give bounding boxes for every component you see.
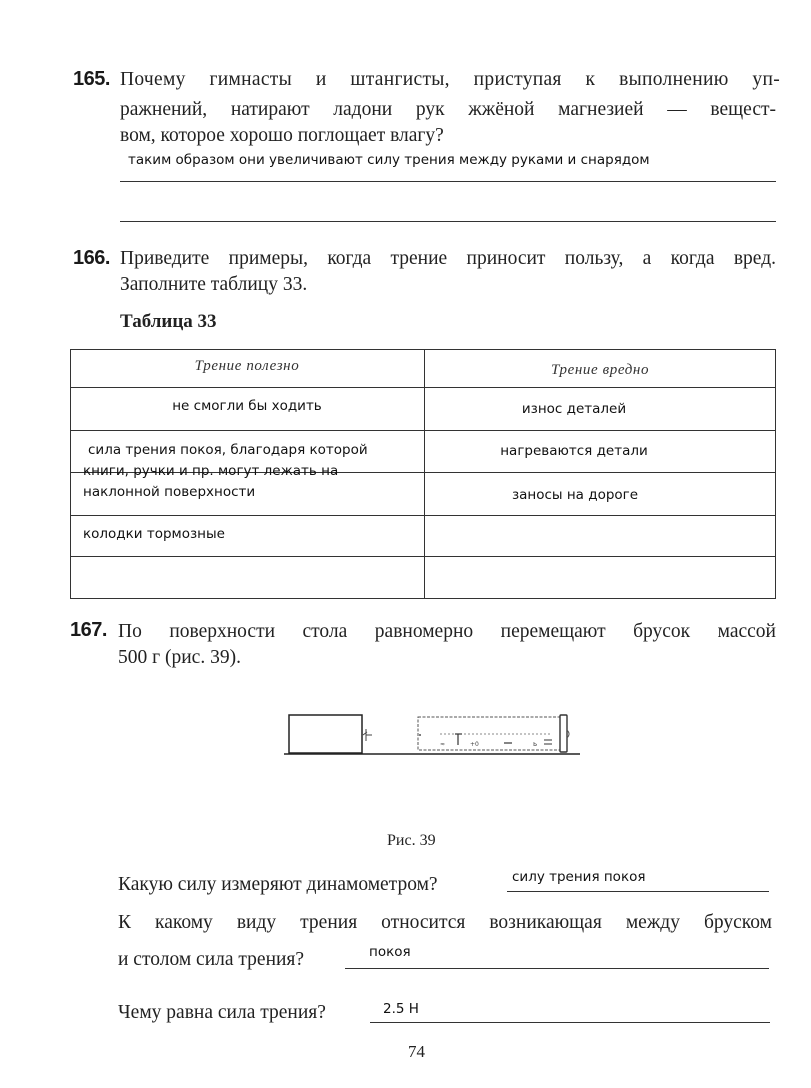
sub-question-3: Чему равна сила трения? — [118, 1002, 326, 1023]
table-title: Таблица 33 — [120, 311, 217, 332]
table-cell-useful-4[interactable]: колодки тормозные — [83, 526, 225, 542]
question-167-line-1: По поверхности стола равномерно перемещают брусок массой — [118, 621, 776, 642]
sub-question-2-line-1: К какому виду трения относится возникающая между бруском — [118, 912, 772, 933]
answer-friction-type[interactable]: покоя — [369, 944, 411, 960]
table-header-useful: Трение полезно — [194, 357, 300, 374]
question-number-166: 166. — [73, 247, 110, 269]
svg-text:+0: +0 — [470, 741, 479, 748]
friction-table — [70, 349, 776, 598]
table-cell-harmful-2[interactable]: нагреваются детали — [500, 443, 648, 459]
question-167-line-2: 500 г (рис. 39). — [118, 647, 241, 668]
answer-165[interactable]: таким образом они увеличивают силу трения между руками и снарядом — [128, 152, 650, 168]
question-166-line-1: Приведите примеры, когда трение приносит пользу, а когда вред. — [120, 248, 776, 269]
svg-text:ь: ь — [533, 740, 538, 748]
answer-friction-value[interactable]: 2.5 Н — [383, 1001, 419, 1017]
table-header-harmful: Трение вредно — [550, 361, 650, 378]
answer-line-2 — [345, 968, 769, 969]
table-cell-harmful-3[interactable]: заносы на дороге — [511, 487, 639, 503]
answer-line-165-1 — [120, 181, 776, 182]
sub-question-2-line-2: и столом сила трения? — [118, 949, 305, 970]
question-166-line-2: Заполните таблицу 33. — [120, 274, 308, 295]
table-cell-useful-1[interactable]: не смогли бы ходить — [172, 398, 322, 414]
svg-text:≈: ≈ — [440, 741, 446, 748]
sub-question-1: Какую силу измеряют динамометром? — [118, 874, 438, 895]
answer-line-3 — [370, 1022, 770, 1023]
question-165-line-1: Почему гимнасты и штангисты, приступая к выполнению уп- — [120, 69, 780, 90]
block-dynamometer-diagram — [282, 710, 582, 760]
answer-dynamometer-force[interactable]: силу трения покоя — [512, 869, 646, 885]
table-cell-useful-3-line-2[interactable]: наклонной поверхности — [83, 484, 256, 500]
dynamometer-cap — [560, 715, 567, 752]
question-165-line-3: вом, которое хорошо поглощает влагу? — [120, 125, 444, 146]
figure-caption: Рис. 39 — [387, 832, 436, 849]
block-shape — [289, 715, 362, 753]
figure-39 — [282, 710, 582, 760]
table-cell-harmful-4[interactable] — [424, 515, 776, 556]
table-cell-harmful-1[interactable]: износ деталей — [521, 401, 627, 417]
question-number-167: 167. — [70, 619, 107, 641]
answer-line-1 — [507, 891, 769, 892]
hook-icon — [363, 729, 372, 741]
page-number: 74 — [408, 1042, 425, 1061]
table-cell-harmful-5[interactable] — [424, 556, 776, 598]
table-cell-useful-5[interactable] — [70, 556, 424, 598]
table-cell-useful-3-line-1[interactable]: книги, ручки и пр. могут лежать на — [83, 463, 339, 479]
table-cell-useful-2[interactable]: сила трения покоя, благодаря которой — [88, 442, 368, 458]
question-number-165: 165. — [73, 68, 110, 90]
answer-line-165-2 — [120, 221, 776, 222]
question-165-line-2: ражнений, натирают ладони рук жжёной магнезией — вещест- — [120, 99, 776, 120]
